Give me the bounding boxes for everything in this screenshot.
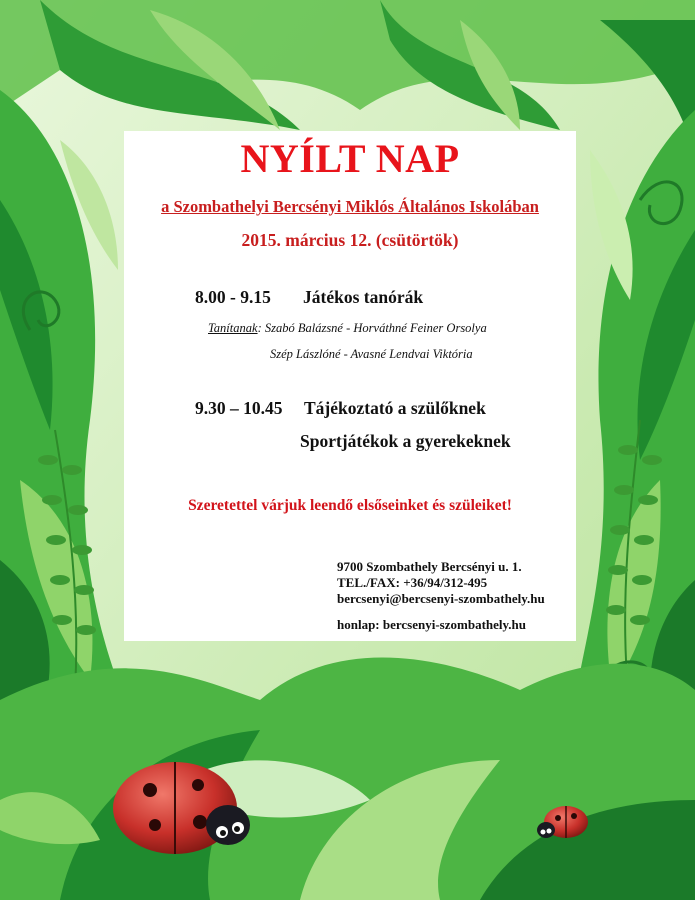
content-panel <box>124 131 576 641</box>
schedule-activity-3: Sportjátékok a gyerekeknek <box>300 431 511 451</box>
contact-phone: TEL./FAX: +36/94/312-495 <box>337 575 488 590</box>
teachers-names-2: Szép Lászlóné - Avasné Lendvai Viktória <box>270 347 473 361</box>
contact-address: 9700 Szombathely Bercsényi u. 1. <box>337 559 522 574</box>
schedule-time-2: 9.30 – 10.45 <box>195 398 283 418</box>
school-name: a Szombathelyi Bercsényi Miklós Általános Iskolában <box>161 197 539 216</box>
page-title: NYÍLT NAP <box>240 136 460 181</box>
schedule-time-1: 8.00 - 9.15 <box>195 287 271 307</box>
teachers-label: Tanítanak <box>208 321 258 335</box>
schedule-activity-2: Tájékoztató a szülőknek <box>304 398 486 418</box>
welcome-message: Szeretettel várjuk leendő elsőseinket és szüleiket! <box>188 497 512 514</box>
event-date: 2015. március 12. (csütörtök) <box>241 230 459 250</box>
contact-website: honlap: bercsenyi-szombathely.hu <box>337 617 527 632</box>
contact-email: bercsenyi@bercsenyi-szombathely.hu <box>337 591 545 606</box>
teachers-line-1: Tanítanak: Szabó Balázsné - Horváthné Feiner Orsolya <box>208 321 487 335</box>
schedule-activity-1: Játékos tanórák <box>303 287 424 307</box>
teachers-names-1: Szabó Balázsné - Horváthné Feiner Orsolya <box>264 321 487 335</box>
